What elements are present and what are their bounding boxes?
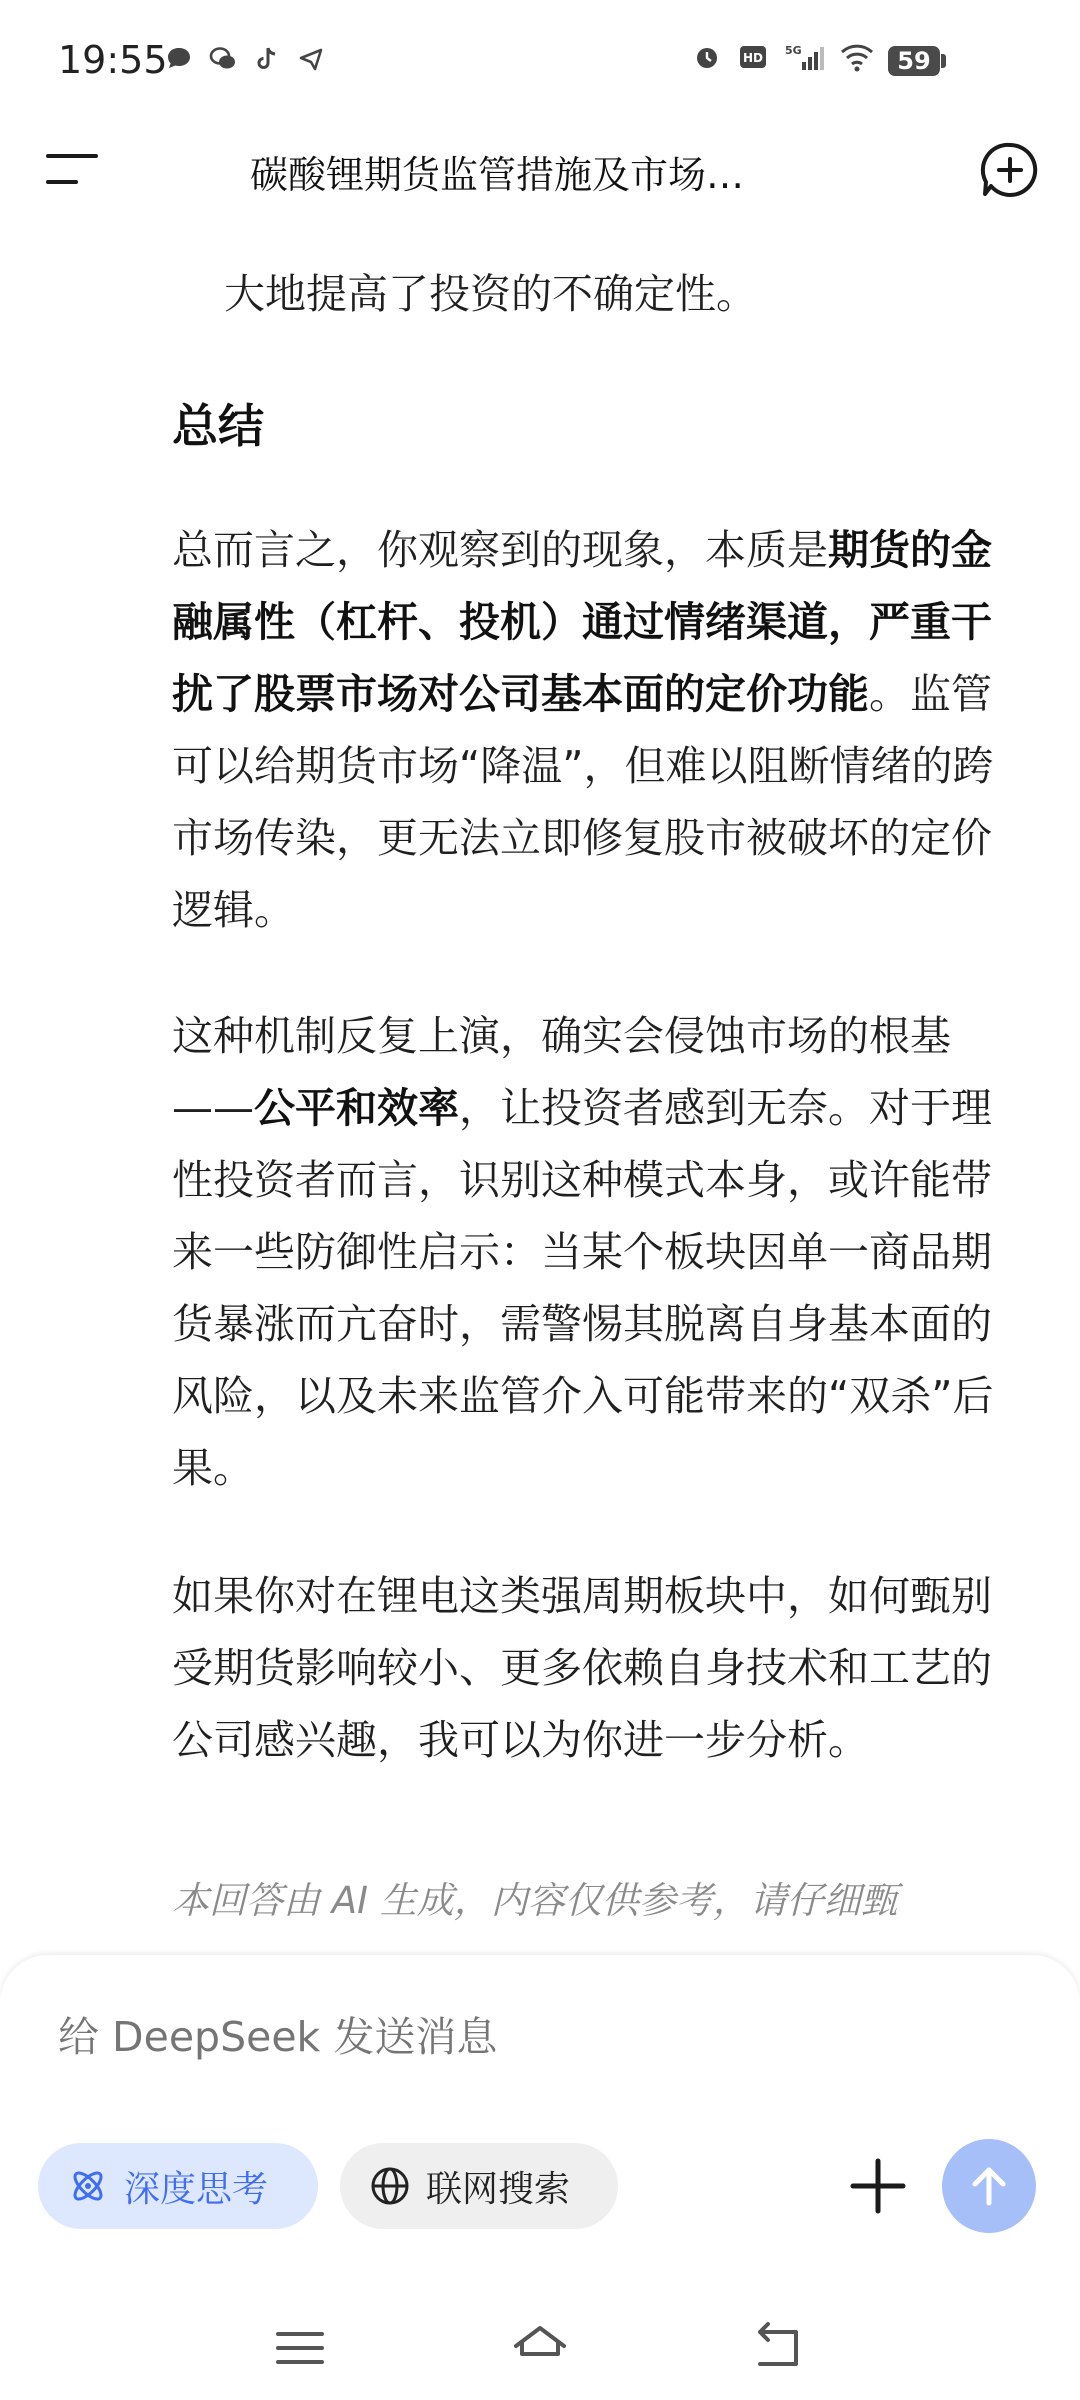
battery-tip: [941, 54, 946, 68]
alarm-icon: [692, 42, 722, 72]
deep-think-toggle[interactable]: [38, 2143, 318, 2229]
back-icon[interactable]: [748, 2320, 808, 2376]
atom-icon: [66, 2164, 110, 2208]
chat-content: [0, 170, 1080, 1970]
svg-text:HD: HD: [742, 51, 764, 65]
attach-plus-icon[interactable]: [845, 2153, 911, 2219]
send-arrow-icon: [296, 44, 326, 74]
web-search-toggle[interactable]: [340, 2143, 618, 2229]
hd-icon: [738, 42, 768, 72]
chat-title[interactable]: 碳酸锂期货监管措施及市场…: [250, 153, 745, 197]
message-input[interactable]: [58, 2013, 958, 2061]
ai-disclaimer: 本回答由 AI 生成，内容仅供参考，请仔细甄: [172, 1879, 898, 1922]
web-search-label: 联网搜索: [426, 2168, 571, 2210]
new-chat-icon[interactable]: [980, 140, 1040, 200]
section-heading: 总结: [172, 399, 264, 453]
home-icon[interactable]: [510, 2320, 570, 2376]
globe-icon: [368, 2164, 412, 2208]
svg-text:5G: 5G: [785, 44, 802, 57]
menu-icon[interactable]: [44, 142, 100, 198]
system-nav-bar: [0, 2300, 1080, 2400]
battery-indicator: 59: [888, 46, 940, 76]
summary-paragraph-2: 这种机制反复上演，确实会侵蚀市场的根基——公平和效率，让投资者感到无奈。对于理性投资者而言，识别这种模式本身，或许能带来一些防御性启示：当某个板块因单一商品期货暴涨而亢奋时，需警惕其脱离自身基本面的风险，以及未来监管介入可能带来的“双杀”后果。: [172, 1012, 994, 1492]
status-time: 19:55: [58, 38, 168, 82]
arrow-up-icon: [964, 2161, 1014, 2211]
app-header: [0, 120, 1080, 220]
status-bar: [0, 0, 1080, 120]
send-button[interactable]: [942, 2139, 1036, 2233]
5g-signal-icon: [784, 42, 824, 72]
prior-bullet-continuation: 大地提高了投资的不确定性。: [224, 270, 757, 318]
status-left-icons: [164, 44, 326, 74]
chat-bubble-icon: [164, 44, 194, 74]
summary-paragraph-1: 总而言之，你观察到的现象，本质是期货的金融属性（杠杆、投机）通过情绪渠道，严重干扰了股票市场对公司基本面的定价功能。监管可以给期货市场“降温”，但难以阻断情绪的跨市场传染，更无法立即修复股市被破坏的定价逻辑。: [172, 526, 994, 934]
wifi-icon: [840, 42, 874, 72]
wechat-icon: [208, 44, 238, 74]
deep-think-label: 深度思考: [124, 2168, 269, 2210]
recent-apps-icon[interactable]: [270, 2320, 330, 2376]
tiktok-icon: [252, 44, 282, 74]
summary-paragraph-3: 如果你对在锂电这类强周期板块中，如何甄别受期货影响较小、更多依赖自身技术和工艺的公司感兴趣，我可以为你进一步分析。: [172, 1572, 992, 1764]
